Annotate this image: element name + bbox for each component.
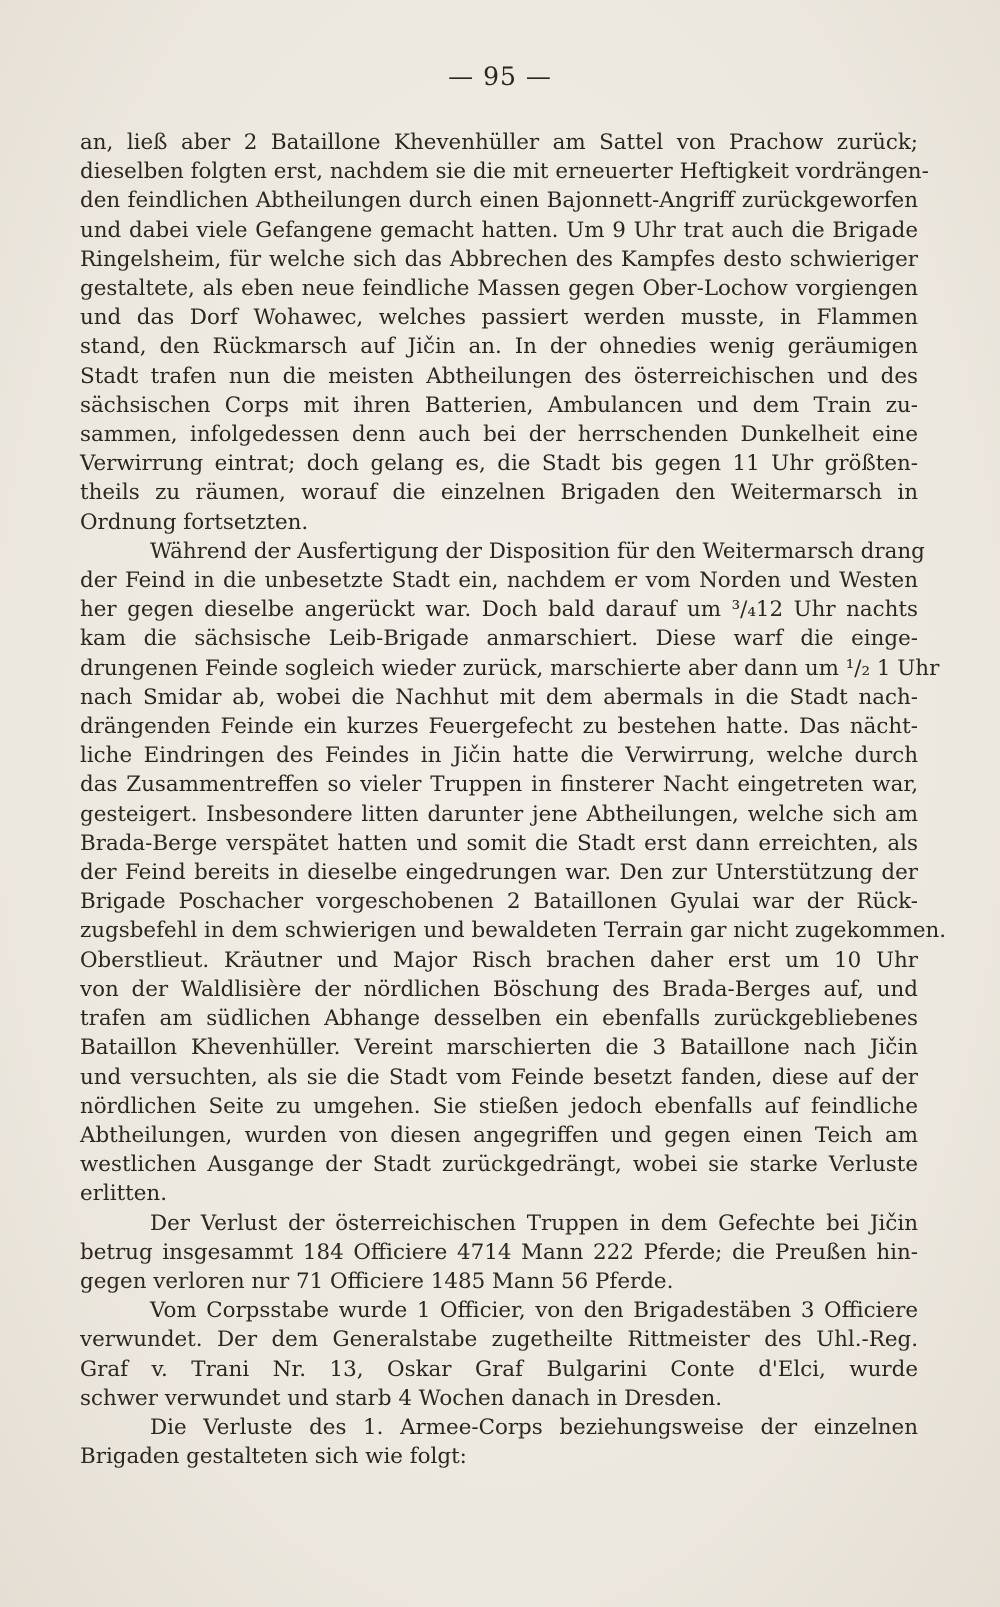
text-line: der Feind bereits in dieselbe eingedrungen war. Den zur Unterstützung der [80,860,918,886]
text-line: nördlichen Seite zu umgehen. Sie stießen jedoch ebenfalls auf feindliche [80,1093,918,1119]
text-line: gesteigert. Insbesondere litten darunter jene Abtheilungen, welche sich am [80,801,918,827]
text-line: Stadt trafen nun die meisten Abtheilungen des österreichischen und des [80,363,918,389]
paragraph [80,128,929,537]
text-line: Ringelsheim, für welche sich das Abbrechen des Kampfes desto schwieriger [80,246,918,272]
text-line: Brigaden gestalteten sich wie folgt: [80,1444,467,1470]
text-line: Ordnung fortsetzten. [80,509,309,535]
text-line: trafen am südlichen Abhange desselben ein ebenfalls zurückgebliebenes [80,1006,918,1032]
text-line: nach Smidar ab, wobei die Nachhut mit dem abermals in die Stadt nach- [80,684,918,710]
text-line: betrug insgesammt 184 Officiere 4714 Mann 222 Pferde; die Preußen hin- [80,1239,918,1265]
text-line: dieselben folgten erst, nachdem sie die mit erneuerter Heftigkeit vordrängen- [80,159,929,185]
text-line: Brada-Berge verspätet hatten und somit die Stadt erst dann erreichten, als [80,830,918,856]
text-line: zugsbefehl in dem schwierigen und bewaldeten Terrain gar nicht zugekommen. [80,918,947,944]
text-line: theils zu räumen, worauf die einzelnen Brigaden den Weitermarsch in [80,480,918,506]
text-line: und das Dorf Wohawec, welches passiert werden musste, in Flammen [80,305,918,331]
text-line: und dabei viele Gefangene gemacht hatten. Um 9 Uhr trat auch die Brigade [80,217,918,243]
text-line: erlitten. [80,1181,167,1207]
text-line: drängenden Feinde ein kurzes Feuergefecht zu bestehen hatte. Das nächt- [80,714,918,740]
text-line: liche Eindringen des Feindes in Jičin hatte die Verwirrung, welche durch [80,743,918,769]
text-line: kam die sächsische Leib-Brigade anmarschiert. Diese warf die einge- [80,626,918,652]
text-line: sächsischen Corps mit ihren Batterien, Ambulancen und dem Train zu- [80,392,918,418]
text-line: drungenen Feinde sogleich wieder zurück, marschierte aber dann um ¹/₂ 1 Uhr [80,655,940,681]
text-line: das Zusammentreffen so vieler Truppen in finsterer Nacht eingetreten war, [80,772,918,798]
text-line: Abtheilungen, wurden von diesen angegriffen und gegen einen Teich am [80,1122,918,1148]
text-line: Während der Ausfertigung der Disposition für den Weitermarsch drang [150,538,925,564]
text-line: Graf v. Trani Nr. 13, Oskar Graf Bulgarini Conte d'Elci, wurde [80,1356,918,1382]
text-line: an, ließ aber 2 Bataillone Khevenhüller am Sattel von Prachow zurück; [80,130,918,155]
text-line: und versuchten, als sie die Stadt vom Feinde besetzt fanden, diese auf der [80,1064,918,1090]
text-line: den feindlichen Abtheilungen durch einen Bajonnett-Angriff zurückgeworfen [80,188,918,214]
paragraph [80,537,947,1209]
text-line: sammen, infolgedessen denn auch bei der herrschenden Dunkelheit eine [80,422,918,448]
text-line: Oberstlieut. Kräutner und Major Risch brachen daher erst um 10 Uhr [80,947,918,973]
paragraph [80,1209,918,1297]
text-line: Brigade Poschacher vorgeschobenen 2 Bataillonen Gyulai war der Rück- [80,889,918,915]
text-line: schwer verwundet und starb 4 Wochen danach in Dresden. [80,1385,723,1411]
text-line: gegen verloren nur 71 Officiere 1485 Mann 56 Pferde. [80,1268,674,1294]
page-number: — 95 — [448,62,552,91]
text-line: Verwirrung eintrat; doch gelang es, die Stadt bis gegen 11 Uhr größten- [80,451,918,477]
text-line: gestaltete, als eben neue feindliche Massen gegen Ober-Lochow vorgiengen [80,276,918,302]
text-line: westlichen Ausgange der Stadt zurückgedrängt, wobei sie starke Verluste [80,1152,918,1178]
text-line: der Feind in die unbesetzte Stadt ein, nachdem er vom Norden und Westen [80,568,918,594]
paragraph [80,1296,918,1413]
text-line: von der Waldlisière der nördlichen Böschung des Brada-Berges auf, und [80,976,918,1002]
text-line: Die Verluste des 1. Armee-Corps beziehungsweise der einzelnen [150,1414,918,1440]
text-line: stand, den Rückmarsch auf Jičin an. In der ohnedies wenig geräumigen [80,334,918,360]
text-line: Vom Corpsstabe wurde 1 Officier, von den Brigadestäben 3 Officiere [150,1298,918,1324]
text-line: her gegen dieselbe angerückt war. Doch bald darauf um ³/₄12 Uhr nachts [80,597,918,623]
paragraph [80,1413,918,1471]
text-line: Der Verlust der österreichischen Truppen in dem Gefechte bei Jičin [150,1210,918,1236]
text-line: Bataillon Khevenhüller. Vereint marschierten die 3 Bataillone nach Jičin [80,1035,918,1061]
text-line: verwundet. Der dem Generalstabe zugetheilte Rittmeister des Uhl.-Reg. [80,1327,918,1353]
body-text [80,128,947,1471]
